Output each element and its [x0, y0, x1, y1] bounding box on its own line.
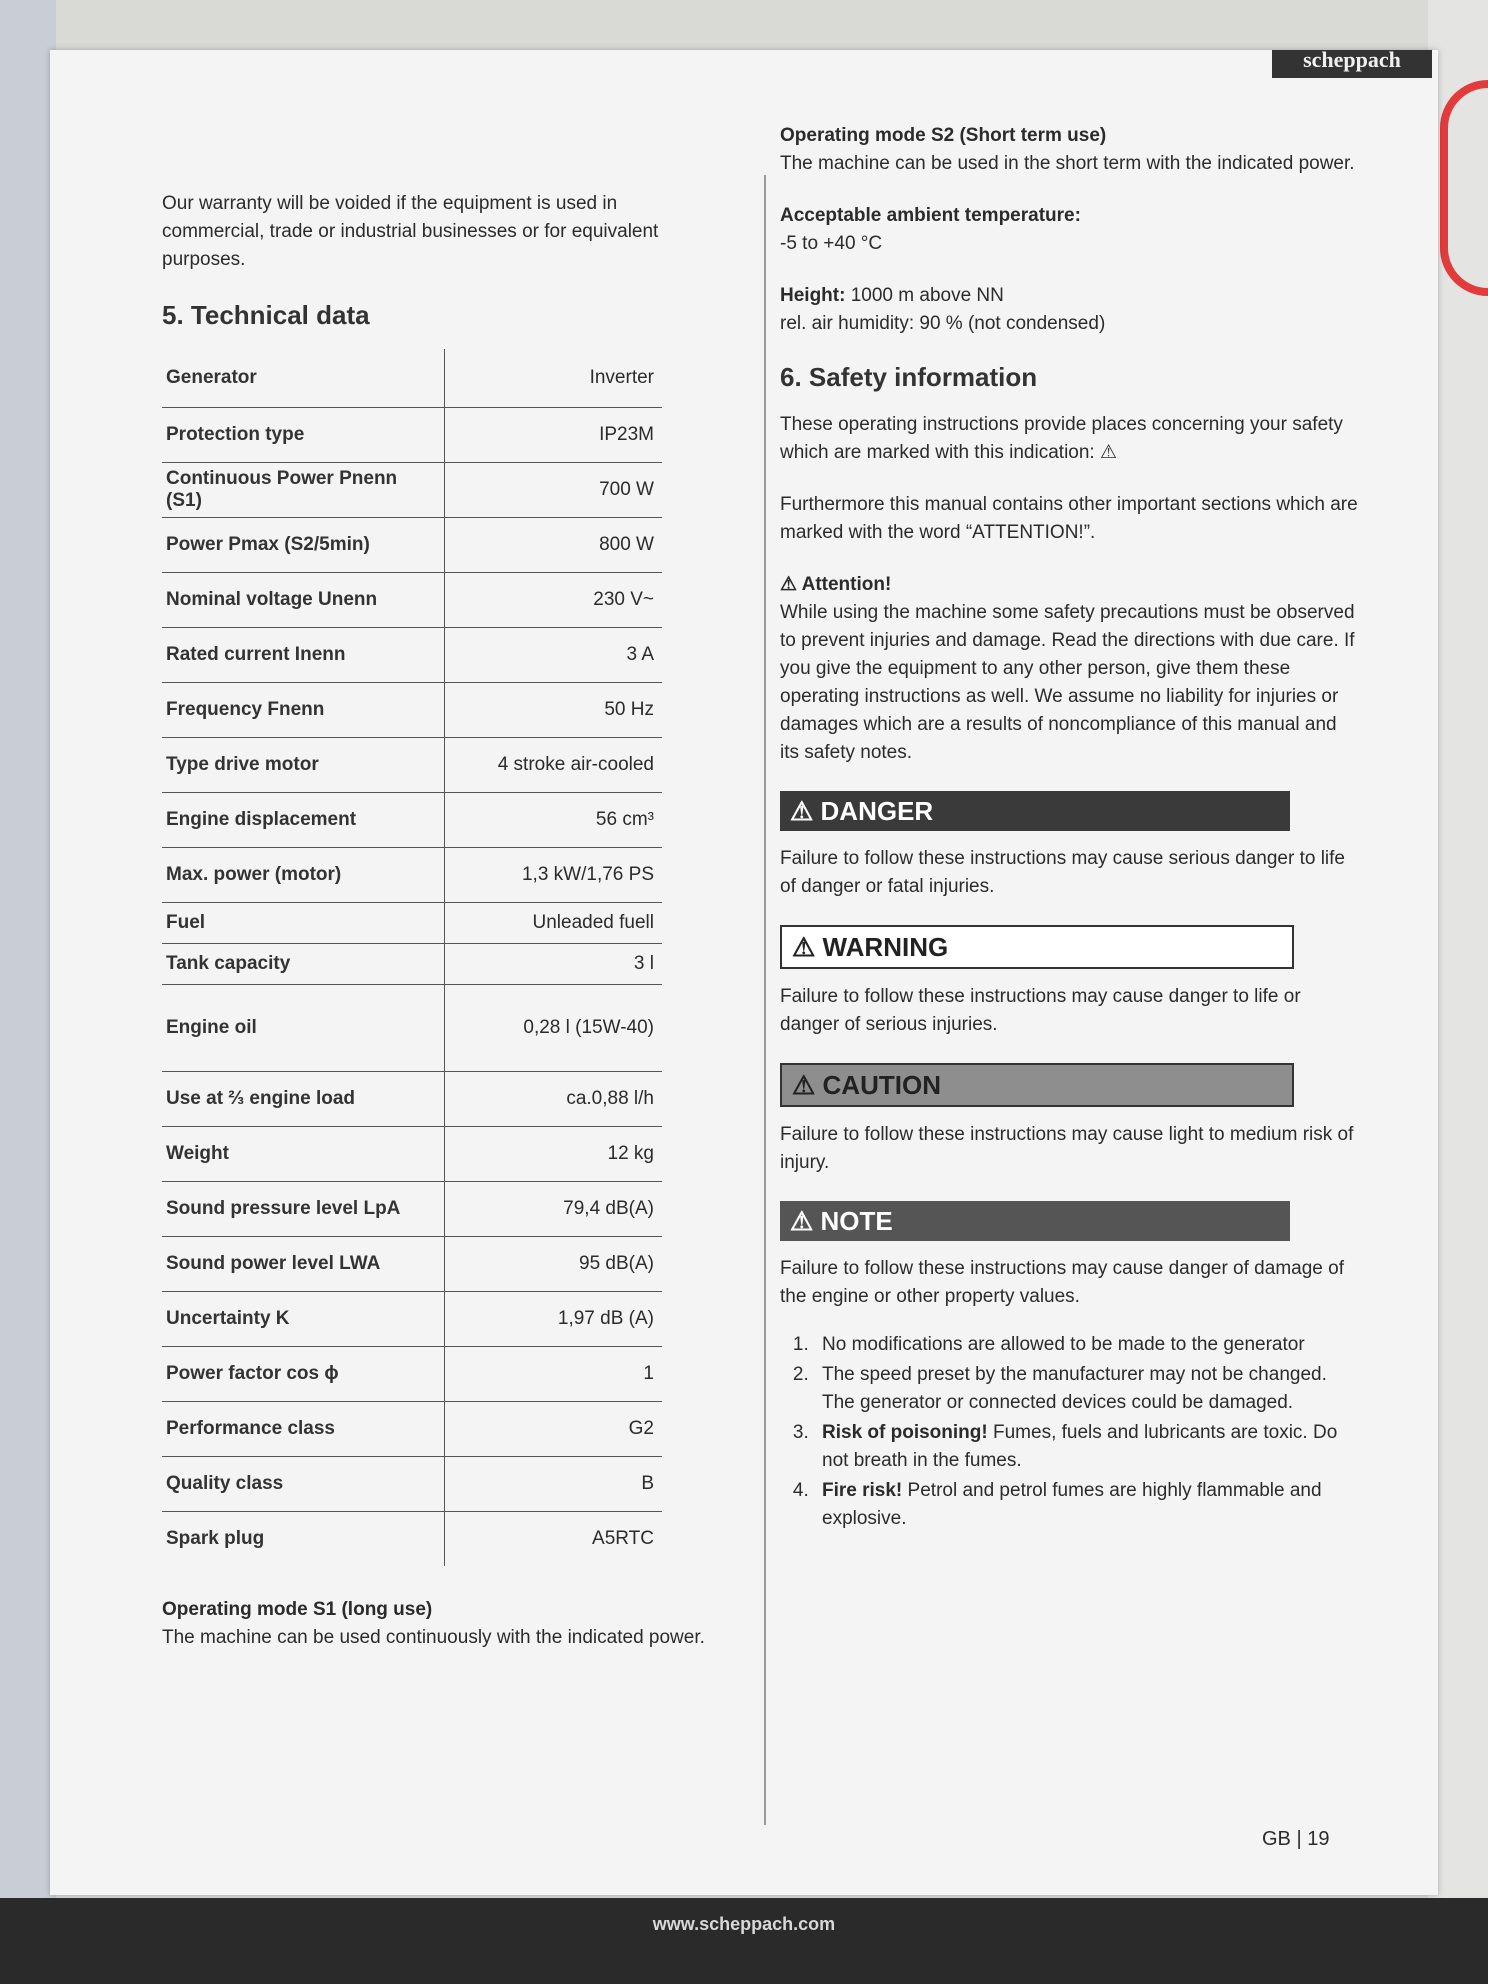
table-row [162, 408, 662, 463]
caution-label: ⚠ CAUTION [780, 1063, 1294, 1107]
table-row [162, 1347, 662, 1402]
spec-value: A5RTC [592, 1528, 654, 1549]
spec-value: 800 W [445, 518, 663, 573]
brand-logo: scheppach [1272, 50, 1432, 78]
spec-label: Tank capacity [162, 944, 445, 985]
temperature-value: -5 to +40 °C [780, 233, 883, 254]
spec-value: 3 A [445, 628, 663, 683]
spec-label: Max. power (motor) [162, 848, 445, 903]
spec-value: Inverter [445, 349, 663, 408]
spec-label: Engine oil [162, 985, 445, 1072]
red-object [1440, 80, 1488, 296]
left-column [162, 160, 722, 1652]
spec-value: 3 l [445, 944, 663, 985]
table-row [162, 1182, 662, 1237]
table-row [162, 683, 662, 738]
spec-label: Nominal voltage Unenn [162, 573, 445, 628]
table-row [162, 518, 662, 573]
warranty-text: Our warranty will be voided if the equipment is used in commercial, trade or industrial businesses or for equivalent purposes. [162, 193, 659, 270]
attention-title: ⚠ Attention! [780, 574, 892, 595]
spec-value: 0,28 l (15W-40) [445, 985, 663, 1072]
humidity: rel. air humidity: 90 % (not condensed) [780, 313, 1106, 334]
table-row [162, 573, 662, 628]
safety-intro-2: Furthermore this manual contains other important sections which are marked with the word “ATTENTION!”. [780, 494, 1358, 543]
footer-bar [0, 1898, 1488, 1984]
section-6-title: 6. Safety information [780, 362, 1038, 392]
spec-value: 700 W [445, 463, 663, 518]
spec-label: Engine displacement [162, 793, 445, 848]
list-item: 2. The speed preset by the manufacturer may not be changed. The generator or connected devices could be damaged. [814, 1361, 1360, 1417]
height-line [780, 282, 1360, 310]
spec-value: 50 Hz [445, 683, 663, 738]
spec-value: 1 [445, 1347, 663, 1402]
spec-value: 230 V~ [445, 573, 663, 628]
table-row [162, 349, 662, 408]
safety-intro-1: These operating instructions provide places concerning your safety which are marked with this indication: ⚠ [780, 414, 1343, 463]
danger-label: ⚠ DANGER [780, 791, 1290, 831]
spec-value: 12 kg [445, 1127, 663, 1182]
table-row [162, 793, 662, 848]
spec-label: Protection type [162, 408, 445, 463]
spec-label: Continuous Power Pnenn (S1) [162, 463, 445, 518]
table-row [162, 1402, 662, 1457]
spec-label: Power factor cos ϕ [162, 1347, 445, 1402]
list-item: 4. Fire risk! Petrol and petrol fumes are highly flammable and explosive. [814, 1477, 1360, 1533]
table-row [162, 1292, 662, 1347]
spec-value: IP23M [445, 408, 663, 463]
table-row [162, 1237, 662, 1292]
spec-label: Sound pressure level LpA [162, 1182, 445, 1237]
warning-label: ⚠ WARNING [780, 925, 1294, 969]
table-row [162, 1512, 662, 1567]
spec-label: Fuel [162, 903, 445, 944]
spec-label: Quality class [162, 1457, 445, 1512]
table-row [162, 738, 662, 793]
table-row [162, 1127, 662, 1182]
spec-value: Unleaded fuell [445, 903, 663, 944]
table-row [162, 463, 662, 518]
section-5-title: 5. Technical data [162, 300, 370, 330]
table-row [162, 1072, 662, 1127]
column-divider [764, 175, 766, 1825]
spec-label: Weight [162, 1127, 445, 1182]
website-url: www.scheppach.com [652, 1914, 836, 1934]
s2-text: The machine can be used in the short term with the indicated power. [780, 153, 1355, 174]
spec-value: B [445, 1457, 663, 1512]
spec-value: 95 dB(A) [445, 1237, 663, 1292]
note-label: ⚠ NOTE [780, 1201, 1290, 1241]
warning-text: Failure to follow these instructions may cause danger to life or danger of serious injuries. [780, 986, 1301, 1035]
spec-label: Sound power level LWA [162, 1237, 445, 1292]
safety-rules-list [780, 1331, 1360, 1533]
note-text: Failure to follow these instructions may cause danger of damage of the engine or other property values. [780, 1258, 1344, 1307]
list-item: 3. Risk of poisoning! Fumes, fuels and lubricants are toxic. Do not breath in the fumes. [814, 1419, 1360, 1475]
spec-value: 56 cm³ [445, 793, 663, 848]
table-row [162, 985, 662, 1072]
s1-title: Operating mode S1 (long use) [162, 1599, 433, 1620]
spec-label: Rated current Inenn [162, 628, 445, 683]
book-left-page [0, 0, 56, 1984]
height-value: 1000 m above NN [850, 285, 1004, 306]
spec-value: 1,3 kW/1,76 PS [445, 848, 663, 903]
caution-text: Failure to follow these instructions may cause light to medium risk of injury. [780, 1124, 1354, 1173]
spec-value: 79,4 dB(A) [445, 1182, 663, 1237]
table-row [162, 628, 662, 683]
spec-value: 4 stroke air-cooled [445, 738, 663, 793]
s2-title: Operating mode S2 (Short term use) [780, 125, 1107, 146]
table-row [162, 944, 662, 985]
spec-label: Spark plug [162, 1512, 445, 1567]
spec-label: Generator [162, 349, 445, 408]
spec-label: Uncertainty K [162, 1292, 445, 1347]
table-row [162, 848, 662, 903]
spec-label: Power Pmax (S2/5min) [162, 518, 445, 573]
spec-label: Performance class [162, 1402, 445, 1457]
danger-text: Failure to follow these instructions may cause serious danger to life of danger or fatal injuries. [780, 848, 1345, 897]
list-item: 1. No modifications are allowed to be made to the generator [814, 1331, 1360, 1359]
spec-label: Use at ⅔ engine load [162, 1072, 445, 1127]
spec-value: G2 [445, 1402, 663, 1457]
s1-text: The machine can be used continuously with the indicated power. [162, 1627, 705, 1648]
spec-value: ca.0,88 l/h [445, 1072, 663, 1127]
spec-label: Type drive motor [162, 738, 445, 793]
spec-value: 1,97 dB (A) [445, 1292, 663, 1347]
table-row [162, 903, 662, 944]
right-column [780, 122, 1360, 1535]
attention-text: While using the machine some safety precautions must be observed to prevent injuries and damage. Read the directions with due care. If you give the equipment to any other person, give them these operating instructions as well. We assume no liability for injuries or damages which are a results of noncompliance of this manual and its safety notes. [780, 602, 1355, 763]
page-number: GB | 19 [1262, 1828, 1330, 1850]
manual-page [50, 50, 1438, 1895]
table-row [162, 1457, 662, 1512]
height-label: Height: [780, 285, 846, 306]
technical-data-table [162, 349, 662, 1566]
temperature-title: Acceptable ambient temperature: [780, 205, 1081, 226]
spec-label: Frequency Fnenn [162, 683, 445, 738]
